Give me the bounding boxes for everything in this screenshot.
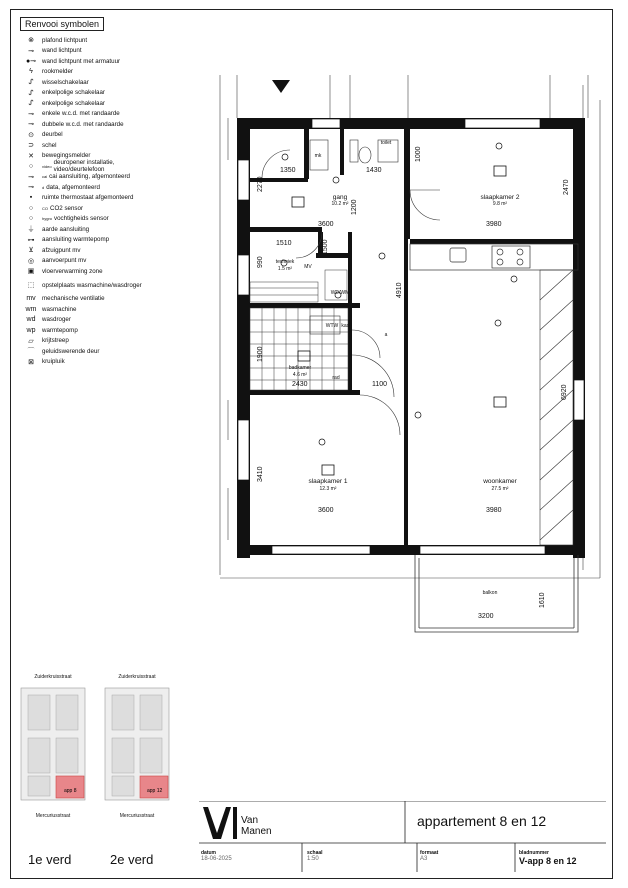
keymap-street-top: Zuiderkruisstraat (118, 674, 156, 680)
legend-symbol-icon: ⊸ (28, 47, 34, 55)
room-area-woonkamer: 27.5 m² (491, 486, 509, 492)
legend-symbol-icon: ▣ (27, 268, 35, 276)
datum-value: 18-06-2025 (201, 856, 232, 862)
schaal-cell (307, 850, 323, 862)
dim-2430: 2430 (292, 381, 308, 388)
legend-label: wasmachine (42, 305, 77, 313)
legend-symbol-icon: ⏚ (27, 226, 35, 234)
keymap-1e-verd (18, 674, 88, 819)
label-toilet: toilet (380, 140, 392, 146)
legend-label: vochtigheids sensor (54, 215, 109, 223)
label-kast: kast (341, 323, 351, 329)
logo-mark (203, 807, 231, 839)
label-wtw: WTW (325, 323, 339, 329)
legend-symbol-icon: ⊙ (28, 131, 34, 139)
legend-symbol-icon: ⬚ (27, 282, 35, 289)
legend-symbol-icon: wd (26, 316, 36, 324)
room-name-slaapkamer-2: slaapkamer 2 (480, 194, 520, 201)
formaat-cell (420, 850, 438, 862)
legend-symbol-icon: ⊸ (28, 121, 34, 129)
blad-cell (519, 850, 577, 866)
keymap-2e-verd (102, 674, 172, 819)
legend-label: plafond lichtpunt (42, 36, 88, 44)
legend-symbol-icon: ●⊸ (25, 58, 37, 66)
sheet-number: V-app 8 en 12 (519, 856, 577, 866)
dim-3200: 3200 (478, 613, 494, 620)
room-area-slaapkamer-1: 12.3 m² (319, 486, 337, 492)
legend-label: data, afgemonteerd (46, 183, 100, 191)
label-a: a (384, 332, 388, 338)
logo-text-manen: Manen (241, 826, 272, 837)
legend-symbol-icon: ⊠ (28, 358, 34, 366)
schaal-label: schaal (307, 850, 323, 856)
legend-prefix: cai (42, 174, 48, 180)
dim-1510: 1510 (276, 240, 292, 247)
keymap-apt-label: app 8 (64, 788, 77, 794)
kitchen-counter (410, 244, 578, 270)
dim-1500: 1500 (322, 239, 329, 255)
legend-symbol-icon: ▪ (29, 194, 33, 202)
legend-prefix: video (42, 163, 52, 169)
keymap-street-bottom: Mercuriusstraat (119, 813, 155, 819)
legend-label: krijtstreep (42, 337, 69, 345)
title-block (199, 801, 606, 872)
legend-symbol-icon: ᔑ (28, 100, 34, 108)
legend-label: wand lichtpunt met armatuur (42, 57, 121, 65)
room-name-balkon: balkon (482, 590, 498, 596)
room-area-gang: 10.2 m² (331, 201, 349, 207)
legend-label: dubbele w.c.d. met randaarde (42, 120, 124, 128)
legend-symbol-icon: ϟ (29, 68, 33, 76)
legend-symbol-icon: mv (26, 295, 36, 303)
datum-label: datum (201, 850, 216, 856)
legend-symbol-icon: ⊸ (28, 110, 34, 118)
legend-label: enkele w.c.d. met randaarde (42, 110, 120, 118)
keymap-street-bottom: Mercuriusstraat (35, 813, 71, 819)
legend-symbol-icon: ᔑ (28, 89, 34, 97)
label-mk: mk (314, 153, 322, 159)
formaat-value: A3 (420, 856, 428, 862)
legend-label: CO2 sensor (50, 204, 84, 212)
legend-label: bewegingsmelder (42, 152, 91, 160)
room-area-techniek: 1.5 m² (277, 266, 293, 272)
room-area-slaapkamer-2: 9.8 m² (492, 201, 508, 207)
dim-3600-bottom: 3600 (318, 507, 334, 514)
storage-area (250, 270, 347, 302)
legend-label: cai aansluiting, afgemonteerd (49, 173, 130, 181)
legend-title: Renvooi symbolen (20, 17, 104, 31)
logo-text (241, 815, 272, 837)
legend-prefix: CO (42, 205, 48, 211)
dim-1430: 1430 (366, 167, 382, 174)
dim-1900: 1900 (257, 346, 264, 362)
legend-symbol-icon: ⊸ (28, 173, 34, 181)
room-name-gang: gang (332, 194, 348, 201)
walls (237, 118, 585, 558)
schaal-value: 1:50 (307, 856, 319, 862)
dim-3410: 3410 (257, 466, 264, 482)
legend-symbol-icon: ⊃ (28, 142, 34, 150)
legend-label: aarde aansluiting (42, 225, 90, 233)
dim-1350: 1350 (280, 167, 296, 174)
legend-symbol-icon: ◎ (27, 257, 35, 265)
keymap-street-top: Zuiderkruisstraat (34, 674, 72, 680)
legend-symbol-icon: ⌒ (27, 348, 35, 356)
north-arrow (272, 80, 290, 93)
legend-symbol-icon: ▱ (28, 337, 34, 345)
legend-symbol-icon: ⊗ (28, 37, 34, 45)
room-name-slaapkamer-1: slaapkamer 1 (308, 478, 348, 485)
room-name-woonkamer: woonkamer (483, 478, 517, 485)
floor-label-1e: 1e verd (28, 852, 72, 867)
dim-2270: 2270 (257, 176, 264, 192)
legend-label: aansluiting warmtepomp (42, 236, 110, 244)
legend-label: geluidswerende deur (42, 347, 100, 355)
logo-text-van: Van (241, 815, 259, 826)
keymap-drawing (102, 680, 172, 808)
legend-label: wasdroger (42, 316, 71, 324)
label-wdwm: WD/WM (330, 290, 350, 296)
legend-symbol-icon: ⊶ (27, 236, 35, 244)
legend-symbol-icon: ○ (28, 162, 34, 170)
keymap-highlight (140, 776, 168, 798)
dim-1000: 1000 (415, 146, 422, 162)
label-mv: MV (304, 264, 312, 270)
legend-symbol-icon: ✕ (28, 152, 34, 160)
room-name-badkamer: badkamer (288, 365, 312, 371)
legend-label: afzuigpunt mv (42, 246, 81, 254)
dim-990: 990 (257, 256, 264, 268)
keymap-highlight (56, 776, 84, 798)
legend-label: opstelplaats wasmachine/wasdroger (42, 281, 142, 289)
dim-3600-top: 3600 (318, 221, 334, 228)
formaat-label: formaat (420, 850, 439, 856)
legend-label: schel (42, 141, 57, 149)
legend-label: warmtepomp (42, 326, 78, 334)
legend-symbol-icon: ᔑ (28, 79, 34, 87)
legend-label: wisselschakelaar (42, 78, 89, 86)
legend-symbol-icon: wp (26, 326, 36, 334)
legend-symbol-icon: ⊻ (28, 247, 34, 255)
legend-label: mechanische ventilatie (42, 295, 105, 303)
dim-1100: 1100 (372, 381, 388, 388)
legend-label: kruipluik (42, 358, 65, 366)
floor-heating-symbols (292, 166, 506, 475)
legend-label: deurbel (42, 131, 63, 139)
dim-3980-bottom: 3980 (486, 507, 502, 514)
keymap-drawing (18, 680, 88, 808)
legend-label: rookmelder (42, 68, 73, 76)
legend-label: aanvoerpunt mv (42, 257, 87, 265)
windows (238, 119, 584, 554)
legend-symbol-icon: wm (25, 305, 37, 313)
label-rad: rad (332, 375, 340, 381)
legend-label: wand lichtpunt (42, 47, 82, 55)
legend-prefix: d (42, 184, 45, 190)
dim-3980-top: 3980 (486, 221, 502, 228)
legend-label: enkelpolige schakelaar (42, 99, 105, 107)
legend-prefix: hygro (42, 216, 53, 222)
dim-4910: 4910 (396, 282, 403, 298)
room-name-techniek: techniek (275, 259, 295, 265)
project-title: appartement 8 en 12 (417, 813, 547, 829)
legend-label: ruimte thermostaat afgemonteerd (42, 194, 134, 202)
legend-label: enkelpolige schakelaar (42, 89, 105, 97)
blad-label: bladnummer (519, 850, 550, 856)
keymap-apt-label: app 12 (147, 788, 163, 794)
room-area-badkamer: 4.6 m² (292, 372, 308, 378)
legend-label: deuropener installatie, video/deurtelefoon (53, 159, 115, 174)
floor-label-2e: 2e verd (110, 852, 154, 867)
dim-1610: 1610 (539, 592, 546, 608)
dim-6920: 6920 (561, 384, 568, 400)
legend-symbol-icon: ○ (28, 204, 34, 212)
dim-2470: 2470 (563, 179, 570, 195)
datum-cell (201, 850, 232, 862)
dim-1200: 1200 (351, 199, 358, 215)
legend-label: vloerverwarming zone (42, 267, 103, 275)
legend-symbol-icon: ⊸ (28, 184, 34, 192)
stair-hatch (540, 270, 573, 545)
legend-symbol-icon: ○ (28, 215, 34, 223)
